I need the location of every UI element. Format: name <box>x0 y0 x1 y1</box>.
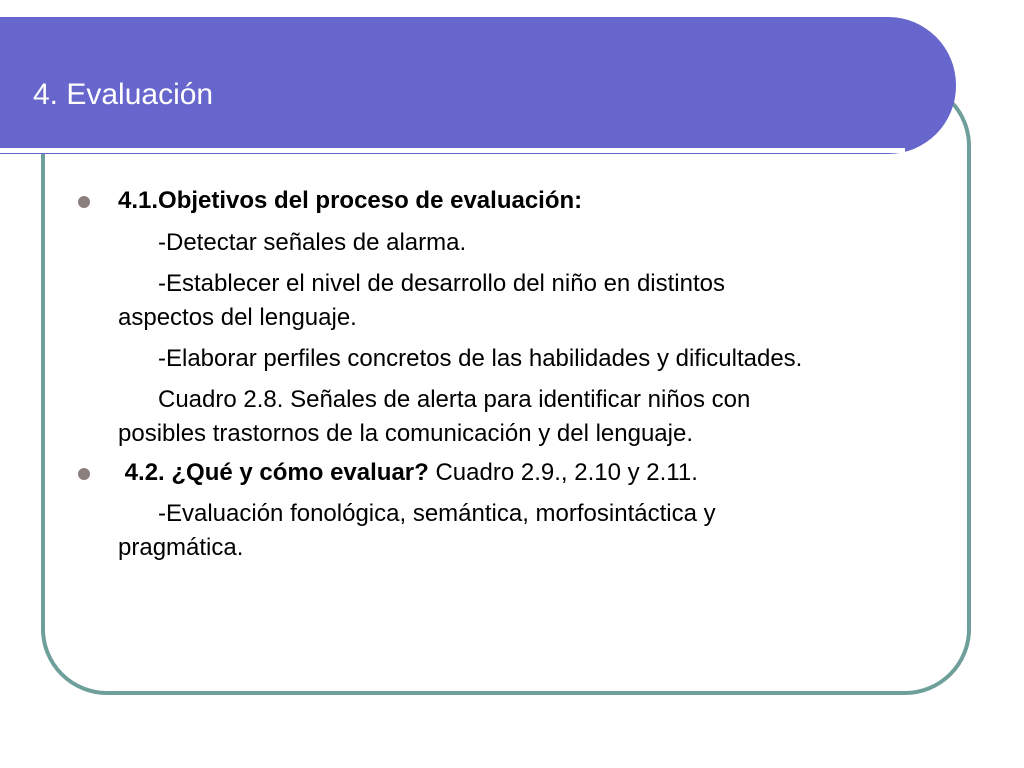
what-how-heading: 4.2. ¿Qué y cómo evaluar? Cuadro 2.9., 2.10 y 2.11. <box>124 459 698 486</box>
bullet-dot-icon <box>78 196 90 208</box>
objective-line: -Establecer el nivel de desarrollo del niño en distintos <box>158 270 725 297</box>
objectives-heading: 4.1.Objetivos del proceso de evaluación: <box>118 187 583 214</box>
bullet-item-what-how <box>78 455 938 565</box>
evaluation-types-continuation: pragmática. <box>118 534 244 561</box>
table-reference-continuation: posibles trastornos de la comunicación y del lenguaje. <box>118 420 694 447</box>
title-bar <box>0 17 956 154</box>
bullet-item-objectives <box>78 183 938 451</box>
slide-content <box>78 183 938 565</box>
bullet-dot-icon <box>78 468 90 480</box>
title-underline <box>0 148 905 153</box>
evaluation-types-line: -Evaluación fonológica, semántica, morfosintáctica y <box>158 500 716 527</box>
slide-title: 4. Evaluación <box>33 78 214 111</box>
objective-line: -Detectar señales de alarma. <box>158 229 467 256</box>
table-reference-line: Cuadro 2.8. Señales de alerta para identificar niños con <box>158 386 751 413</box>
objective-line: -Elaborar perfiles concretos de las habilidades y dificultades. <box>158 345 803 372</box>
objective-line-continuation: aspectos del lenguaje. <box>118 304 357 331</box>
